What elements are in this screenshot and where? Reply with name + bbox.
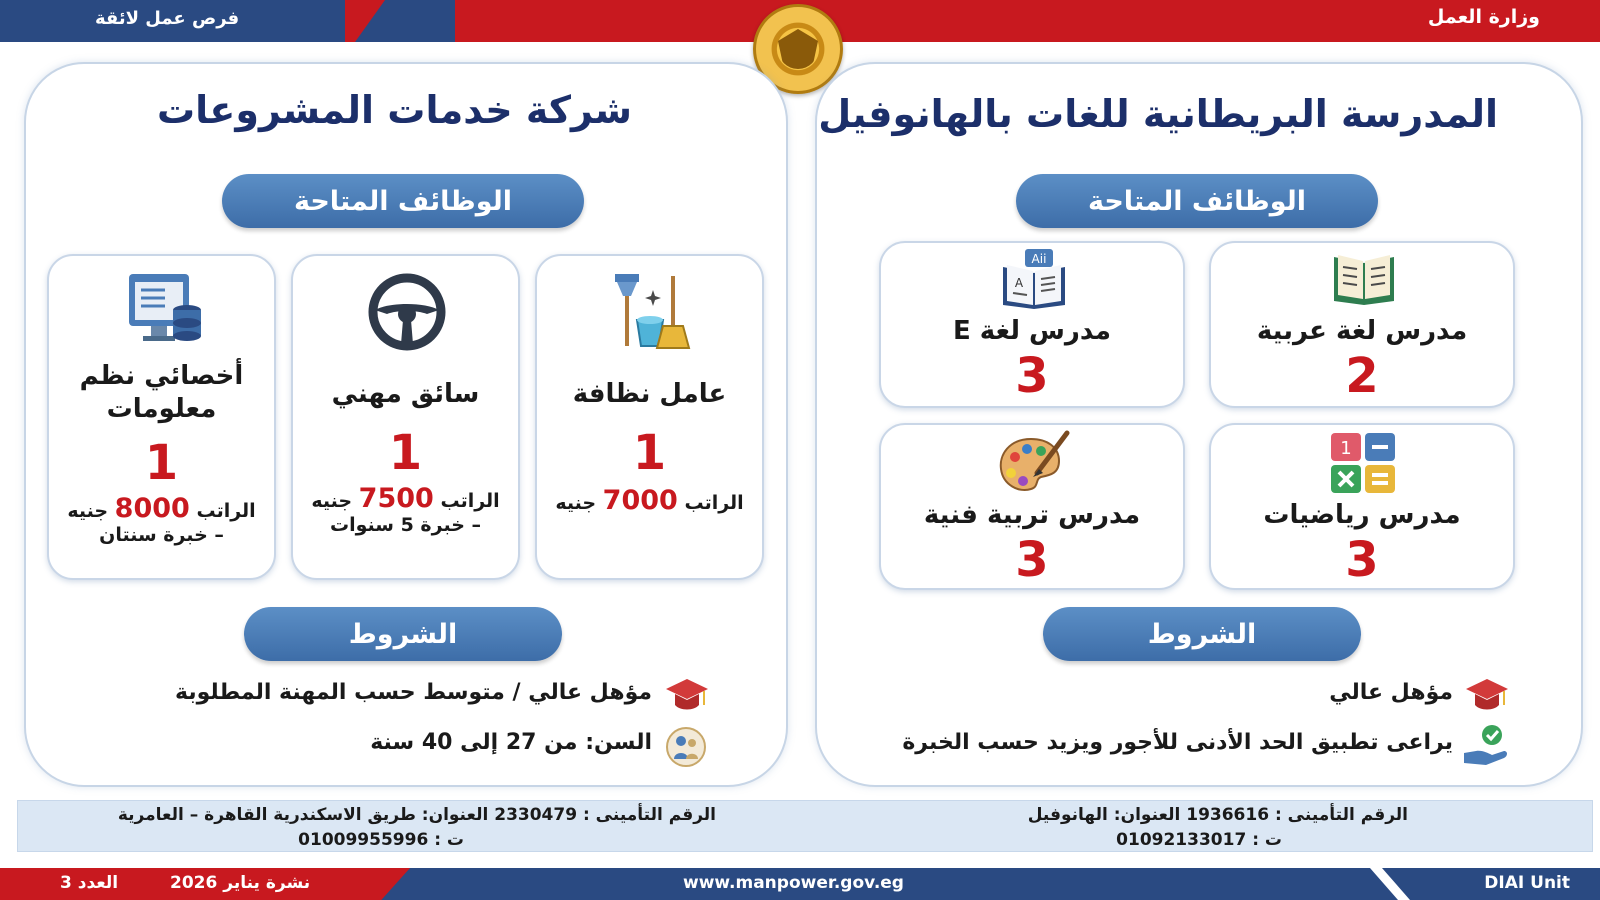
svg-text:A: A xyxy=(1014,276,1024,290)
footer-issue: العدد 3 xyxy=(60,873,119,893)
salary-label: الراتب xyxy=(440,489,500,512)
company-phone: ت : 01009955996 xyxy=(298,830,464,850)
school-phone: ت : 01092133017 xyxy=(1116,830,1282,850)
company-insurance-address: الرقم التأمينى : 2330479 العنوان: طريق الاسكندرية القاهرة – العامرية xyxy=(117,805,716,825)
salary-label: الراتب xyxy=(196,500,256,522)
svg-text:1: 1 xyxy=(1340,438,1352,459)
paint-palette-icon xyxy=(997,429,1071,497)
salary-amount: 7000 xyxy=(602,484,678,516)
salary-currency: جنيه xyxy=(555,491,597,514)
job-count: 2 xyxy=(1345,347,1379,404)
graduation-cap-icon xyxy=(1464,675,1510,715)
job-card-it-specialist xyxy=(47,254,276,580)
job-card-driver xyxy=(291,254,520,580)
company-jobs-heading: الوظائف المتاحة xyxy=(222,174,584,228)
school-jobs-heading: الوظائف المتاحة xyxy=(1016,174,1378,228)
job-title: أخصائي نظم معلومات xyxy=(79,361,244,424)
job-title: عامل نظافة xyxy=(572,379,727,409)
math-symbols-icon xyxy=(1329,431,1397,495)
steering-wheel-icon xyxy=(367,272,447,352)
job-card-art-teacher xyxy=(879,423,1185,590)
age-people-icon xyxy=(664,725,708,769)
salary-currency: جنيه xyxy=(67,500,109,522)
job-count: 3 xyxy=(1015,347,1049,404)
job-card-cleaner xyxy=(535,254,764,580)
school-title: المدرسة البريطانية للغات بالهانوفيل xyxy=(818,92,1498,136)
job-count: 1 xyxy=(388,424,423,481)
job-count: 1 xyxy=(632,424,667,481)
svg-text:Aii: Aii xyxy=(1031,252,1047,266)
salary-label: الراتب xyxy=(684,491,744,514)
arabic-book-icon xyxy=(1329,247,1399,307)
footer-website-link[interactable]: www.manpower.gov.eg xyxy=(683,873,904,893)
job-count: 1 xyxy=(144,435,179,491)
footer-unit: DIAI Unit xyxy=(1484,873,1570,893)
company-condition-qualification: مؤهل عالي / متوسط حسب المهنة المطلوبة xyxy=(175,680,652,705)
job-salary xyxy=(537,485,762,516)
job-card-math-teacher xyxy=(1209,423,1515,590)
hand-checkmark-icon xyxy=(1462,723,1510,767)
ministry-name: وزارة العمل xyxy=(1427,6,1540,28)
company-title: شركة خدمات المشروعات xyxy=(156,88,632,132)
job-title: مدرس رياضيات xyxy=(1263,500,1461,530)
school-conditions-heading: الشروط xyxy=(1043,607,1361,661)
job-salary xyxy=(293,483,518,514)
salary-amount: 8000 xyxy=(114,493,190,524)
job-count: 3 xyxy=(1345,531,1379,588)
english-book-icon xyxy=(999,247,1069,309)
job-count: 3 xyxy=(1015,531,1049,588)
header-tagline: فرص عمل لائقة xyxy=(95,8,240,29)
salary-amount: 7500 xyxy=(358,482,434,514)
company-condition-age: السن: من 27 إلى 40 سنة xyxy=(370,730,652,755)
job-card-arabic-teacher xyxy=(1209,241,1515,408)
cleaning-tools-icon xyxy=(613,270,693,350)
job-salary xyxy=(49,493,274,524)
job-card-english-teacher xyxy=(879,241,1185,408)
graduation-cap-icon xyxy=(664,675,710,715)
computer-database-icon xyxy=(125,270,205,350)
job-title: مدرس تربية فنية xyxy=(923,500,1141,530)
footer-bulletin: نشرة يناير 2026 xyxy=(170,873,311,893)
salary-currency: جنيه xyxy=(311,489,353,512)
job-title: مدرس لغة عربية xyxy=(1256,316,1468,346)
job-title: مدرس لغة E xyxy=(952,316,1112,346)
school-insurance-address: الرقم التأمينى : 1936616 العنوان: الهانوفيل xyxy=(1027,805,1408,825)
job-experience: – خبرة 5 سنوات xyxy=(329,513,482,536)
job-title: سائق مهني xyxy=(331,379,480,409)
company-conditions-heading: الشروط xyxy=(244,607,562,661)
job-experience: – خبرة سنتان xyxy=(99,524,224,546)
eagle-icon xyxy=(778,29,818,69)
school-condition-wage: يراعى تطبيق الحد الأدنى للأجور ويزيد حسب الخبرة xyxy=(902,730,1453,755)
school-condition-qualification: مؤهل عالي xyxy=(1329,680,1453,705)
